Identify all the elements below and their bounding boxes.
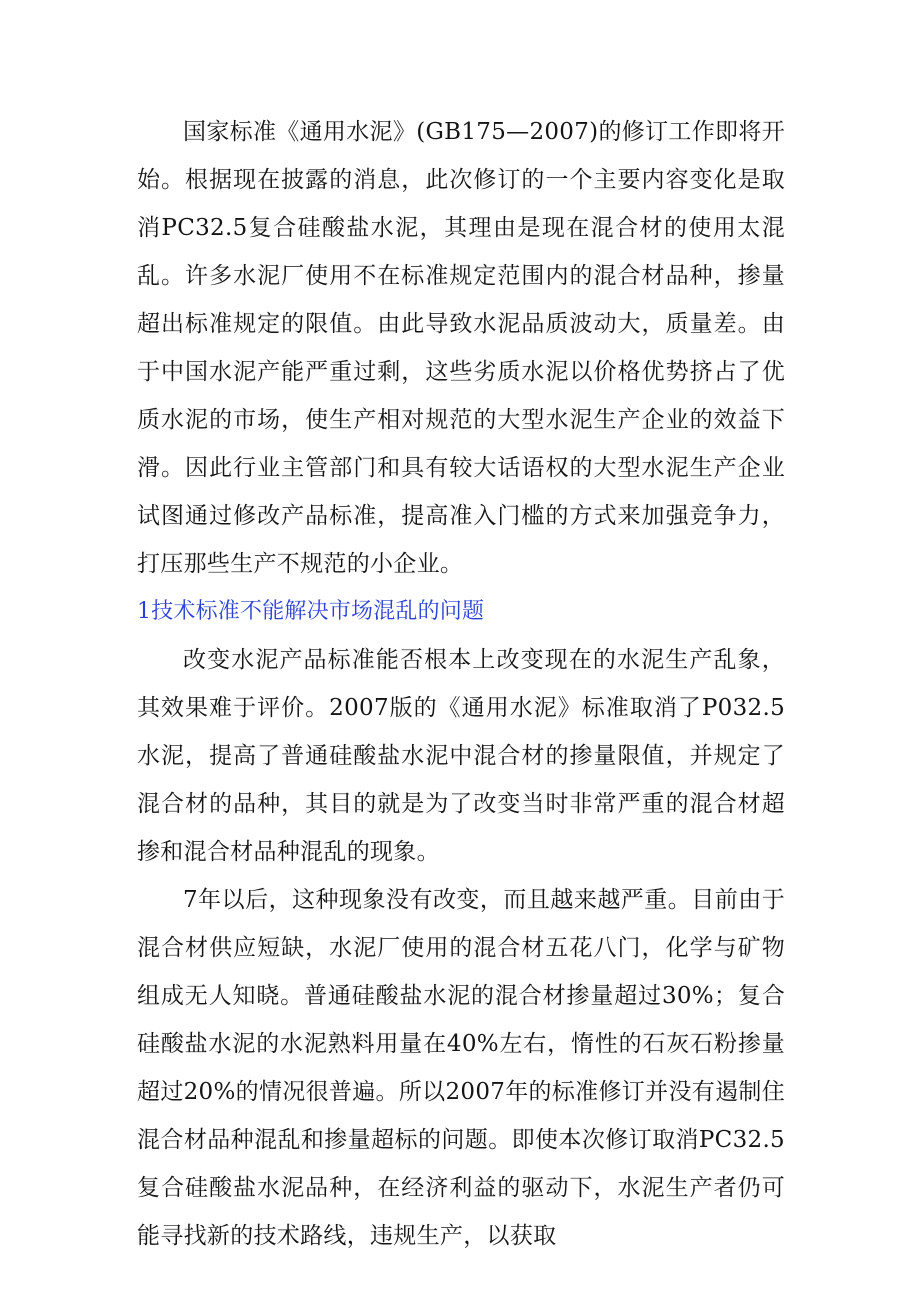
intro-paragraph: 国家标准《通用水泥》(GB175—2007)的修订工作即将开始。根据现在披露的消息，此次修订的一个主要内容变化是取消PC32.5复合硅酸盐水泥，其理由是现在混合材的使用太混乱。许多水泥厂使用不在标准规定范围内的混合材品种，掺量超出标准规定的限值。由此导致水泥品质波动大，质量差。由于中国水泥产能严重过剩，这些劣质水泥以价格优势挤占了优质水泥的市场，使生产相对规范的大型水泥生产企业的效益下滑。因此行业主管部门和具有较大话语权的大型水泥生产企业试图通过修改产品标准，提高准入门槛的方式来加强竞争力，打压那些生产不规范的小企业。 (137, 119, 785, 577)
section-paragraph-1: 改变水泥产品标准能否根本上改变现在的水泥生产乱象，其效果难于评价。2007版的《通用水泥》标准取消了P032.5水泥，提高了普通硅酸盐水泥中混合材的掺量限值，并规定了混合材的品种，其目的就是为了改变当时非常严重的混合材超掺和混合材品种混乱的现象。 (137, 647, 785, 865)
section-heading: 1技术标准不能解决市场混乱的问题 (137, 599, 485, 624)
document-body (137, 108, 785, 1260)
section-paragraph-2: 7年以后，这种现象没有改变，而且越来越严重。目前由于混合材供应短缺，水泥厂使用的混合材五花八门，化学与矿物组成无人知晓。普通硅酸盐水泥的混合材掺量超过30%；复合硅酸盐水泥的水泥熟料用量在40%左右，惰性的石灰石粉掺量超过20%的情况很普遍。所以2007年的标准修订并没有遏制住混合材品种混乱和掺量超标的问题。即使本次修订取消PC32.5复合硅酸盐水泥品种，在经济利益的驱动下，水泥生产者仍可能寻找新的技术路线，违规生产，以获取 (137, 887, 785, 1249)
